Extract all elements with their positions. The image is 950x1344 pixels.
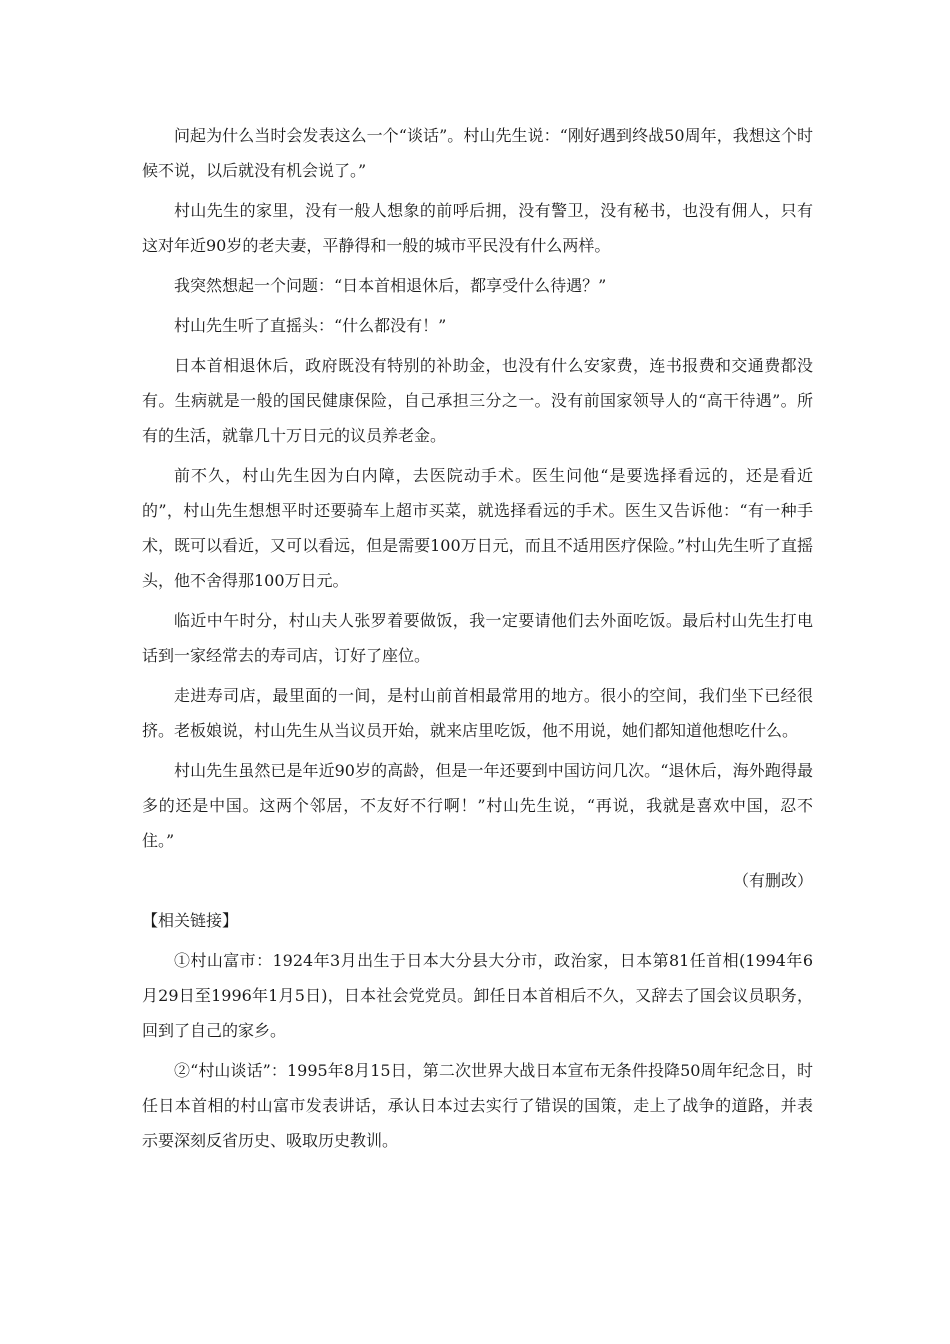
article-paragraph: 前不久，村山先生因为白内障，去医院动手术。医生问他“是要选择看远的，还是看近的”，村山先生想想平时还要骑车上超市买菜，就选择看远的手术。医生又告诉他：“有一种手术，既可以看近，又可以看远，但是需要100万日元，而且不适用医疗保险。”村山先生听了直摇头，他不舍得那100万日元。	[142, 466, 813, 590]
article-paragraph: 走进寿司店，最里面的一间，是村山前首相最常用的地方。很小的空间，我们坐下已经很挤。老板娘说，村山先生从当议员开始，就来店里吃饭，他不用说，她们都知道他想吃什么。	[142, 686, 813, 740]
article-paragraph: 村山先生听了直摇头：“什么都没有！”	[174, 316, 447, 335]
article-paragraph: 村山先生的家里，没有一般人想象的前呼后拥，没有警卫，没有秘书，也没有佣人，只有这对年近90岁的老夫妻，平静得和一般的城市平民没有什么两样。	[142, 201, 813, 255]
related-link-item: ①村山富市：1924年3月出生于日本大分县大分市，政治家，日本第81任首相(1994年6月29日至1996年1月5日)，日本社会党党员。卸任日本首相后不久，又辞去了国会议员职务，回到了自己的家乡。	[142, 951, 813, 1040]
article-paragraph: 我突然想起一个问题：“日本首相退休后，都享受什么待遇？”	[174, 276, 607, 295]
related-links-heading: 【相关链接】	[142, 911, 239, 930]
article-paragraph: 临近中午时分，村山夫人张罗着要做饭，我一定要请他们去外面吃饭。最后村山先生打电话到一家经常去的寿司店，订好了座位。	[142, 611, 813, 665]
related-link-item: ②“村山谈话”：1995年8月15日，第二次世界大战日本宣布无条件投降50周年纪念日，时任日本首相的村山富市发表讲话，承认日本过去实行了错误的国策，走上了战争的道路，并表示要深刻反省历史、吸取历史教训。	[142, 1061, 813, 1150]
article-paragraph: 日本首相退休后，政府既没有特别的补助金，也没有什么安家费，连书报费和交通费都没有。生病就是一般的国民健康保险，自己承担三分之一。没有前国家领导人的“高干待遇”。所有的生活，就靠几十万日元的议员养老金。	[142, 356, 813, 445]
source-note: （有删改）	[732, 871, 813, 890]
article-paragraph: 问起为什么当时会发表这么一个“谈话”。村山先生说：“刚好遇到终战50周年，我想这个时候不说，以后就没有机会说了。”	[142, 126, 813, 180]
article-paragraph: 村山先生虽然已是年近90岁的高龄，但是一年还要到中国访问几次。“退休后，海外跑得最多的还是中国。这两个邻居，不友好不行啊！”村山先生说，“再说，我就是喜欢中国，忍不住。”	[142, 761, 813, 850]
document-body	[142, 118, 813, 1163]
